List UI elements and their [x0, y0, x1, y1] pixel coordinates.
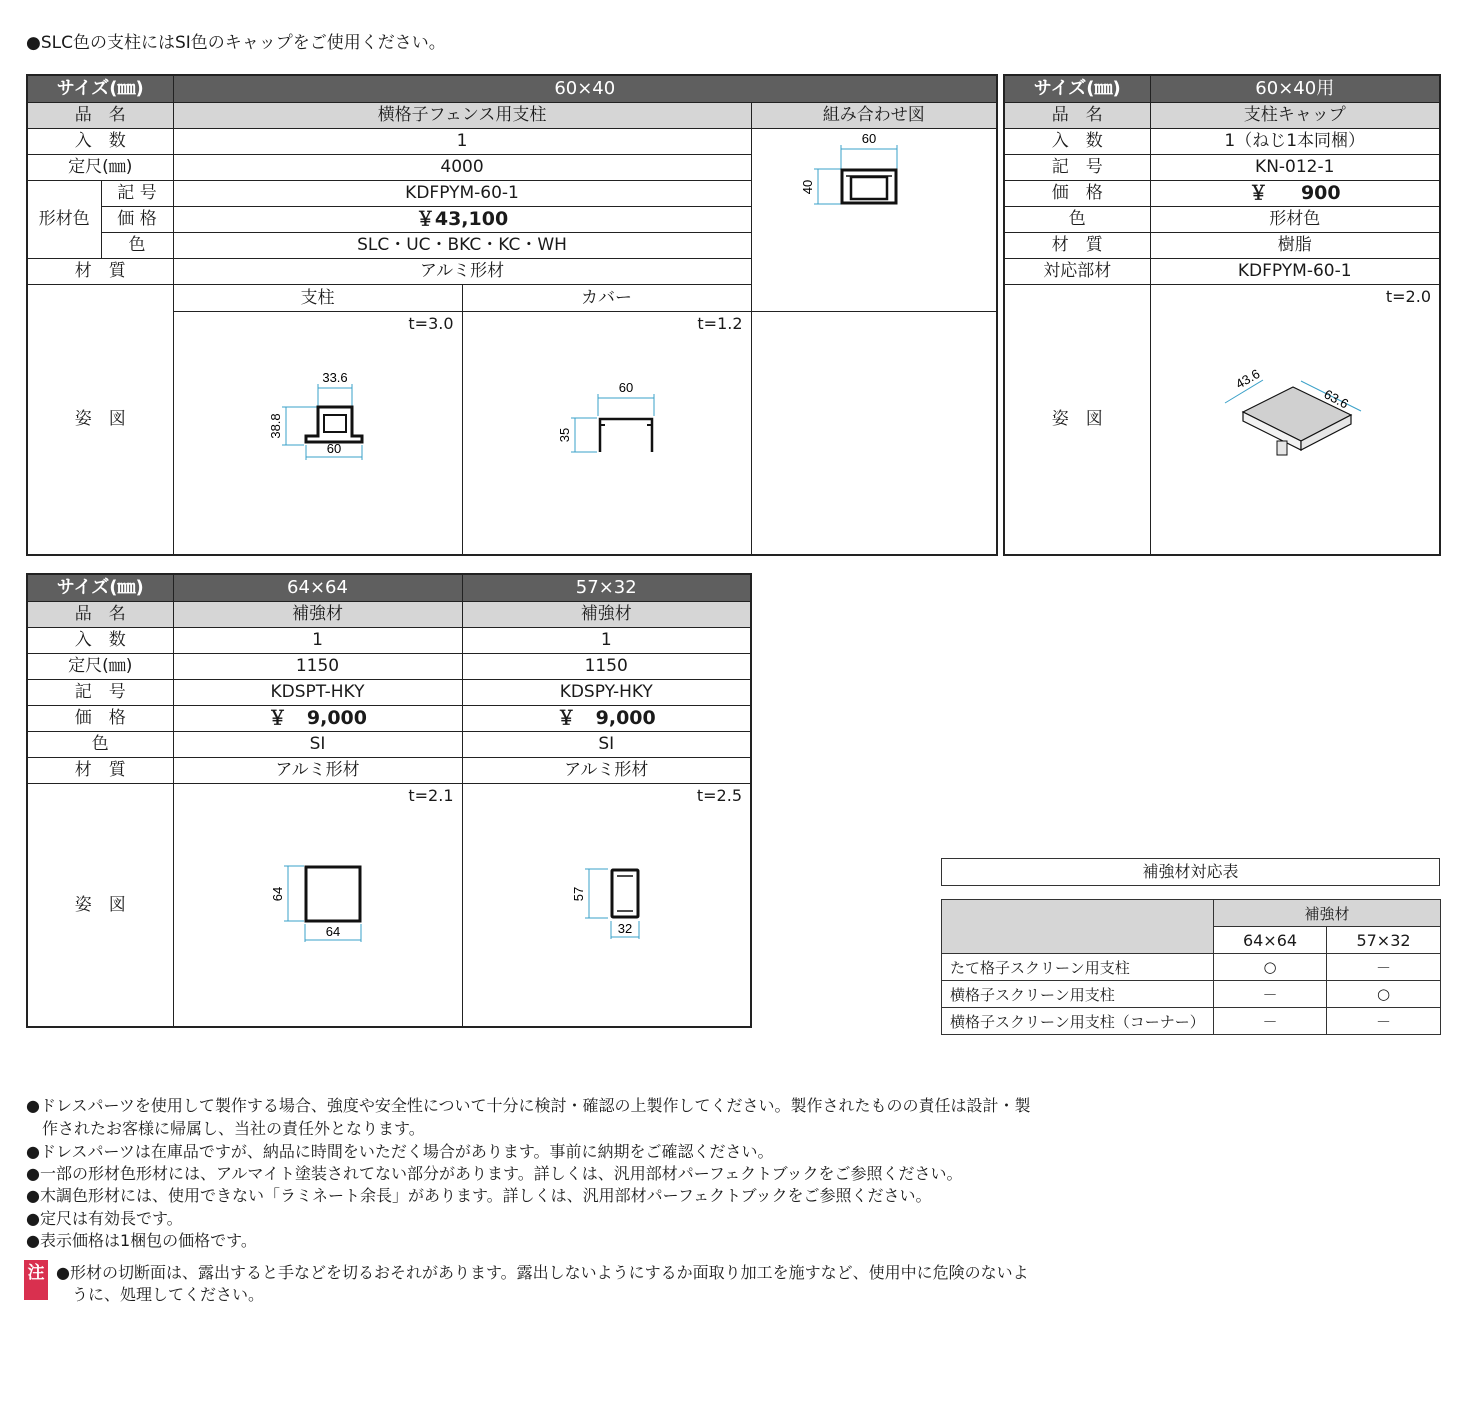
assembly-label: 組み合わせ図	[751, 103, 997, 129]
rf-price-a-amount: 9,000	[306, 707, 367, 729]
cap-thickness: t=2.0	[1385, 287, 1431, 306]
rf-figure-a-cell	[173, 784, 462, 1028]
cap-name-label: 品 名	[1004, 103, 1150, 129]
color-value: SLC・UC・BKC・KC・WH	[173, 233, 751, 259]
material-label: 材 質	[27, 259, 173, 285]
compat-table	[941, 899, 1441, 1035]
rf-size-b: 57×32	[462, 574, 751, 602]
cap-part: KDFPYM-60-1	[1150, 259, 1440, 285]
cover-figure-cell	[462, 312, 751, 556]
cap-figure-label: 姿 図	[1004, 285, 1150, 556]
rf-material-label: 材 質	[27, 758, 173, 784]
compat-row-label: 横格子スクリーン用支柱	[942, 981, 1214, 1008]
price-label: 価 格	[101, 207, 173, 233]
rf-size-a: 64×64	[173, 574, 462, 602]
cap-dim-b: 63.6	[1321, 386, 1351, 412]
assembly-figure-cell	[751, 129, 997, 312]
rf-figure-a	[174, 784, 463, 1026]
cap-price-label: 価 格	[1004, 181, 1150, 207]
post-thickness: t=3.0	[408, 314, 454, 333]
compat-group-header: 補強材	[1214, 900, 1441, 927]
post-dim-top: 33.6	[321, 370, 348, 385]
color-label: 色	[101, 233, 173, 259]
post-dim-bottom: 60	[326, 441, 341, 456]
rf-figure-b-cell	[462, 784, 751, 1028]
rf-price-b-yen: ￥	[556, 707, 576, 729]
cap-material: 樹脂	[1150, 233, 1440, 259]
spec-table-cap	[1003, 74, 1441, 556]
rf-code-a: KDSPT-HKY	[173, 680, 462, 706]
cap-price	[1150, 181, 1440, 207]
rf-color-b: SI	[462, 732, 751, 758]
cap-code-label: 記 号	[1004, 155, 1150, 181]
cover-dim-side: 35	[556, 427, 572, 443]
rf-price-b-amount: 9,000	[595, 707, 656, 729]
cap-color-label: 色	[1004, 207, 1150, 233]
cap-figure	[1151, 285, 1441, 554]
rf-size-label: サイズ(㎜)	[27, 574, 173, 602]
rf-price-label: 価 格	[27, 706, 173, 732]
rf-b-dim-bottom: 32	[617, 921, 632, 936]
length-value: 4000	[173, 155, 751, 181]
cap-price-yen: ￥	[1248, 182, 1268, 204]
cap-part-label: 対応部材	[1004, 259, 1150, 285]
rf-figure-label: 姿 図	[27, 784, 173, 1028]
post-sub-label: 支柱	[173, 285, 462, 312]
size-value: 60×40	[173, 75, 997, 103]
cap-qty: 1（ねじ1本同梱）	[1150, 129, 1440, 155]
cap-material-label: 材 質	[1004, 233, 1150, 259]
rf-a-dim-side: 64	[269, 886, 285, 902]
caution-line: うに、処理してください。	[56, 1285, 265, 1304]
rf-qty-b: 1	[462, 628, 751, 654]
rf-figure-b	[463, 784, 752, 1026]
rf-name-b: 補強材	[462, 602, 751, 628]
cover-profile-figure	[463, 312, 752, 554]
code-value: KDFPYM-60-1	[173, 181, 751, 207]
note-line: ●表示価格は1梱包の価格です。	[26, 1231, 257, 1250]
compat-cell: －	[1214, 1008, 1327, 1035]
rf-material-a: アルミ形材	[173, 758, 462, 784]
post-dim-side: 38.8	[267, 413, 283, 439]
compat-title: 補強材対応表	[941, 858, 1440, 886]
rf-color-a: SI	[173, 732, 462, 758]
rf-thickness-a: t=2.1	[408, 786, 454, 805]
rf-length-label: 定尺(㎜)	[27, 654, 173, 680]
cover-sub-label: カバー	[462, 285, 751, 312]
rf-a-dim-bottom: 64	[325, 924, 340, 939]
cap-code: KN-012-1	[1150, 155, 1440, 181]
cap-name: 支柱キャップ	[1150, 103, 1440, 129]
note-line: ●ドレスパーツは在庫品ですが、納品に時間をいただく場合があります。事前に納期をご確認ください。	[26, 1142, 774, 1161]
spec-table-reinforcement	[26, 573, 752, 1028]
post-figure-cell	[173, 312, 462, 556]
rf-name-a: 補強材	[173, 602, 462, 628]
note-line: ●ドレスパーツを使用して製作する場合、強度や安全性について十分に検討・確認の上製作してください。製作されたものの責任は設計・製	[26, 1096, 1031, 1115]
rf-qty-a: 1	[173, 628, 462, 654]
spec-table-post	[26, 74, 998, 556]
compat-col-a: 64×64	[1214, 927, 1327, 954]
compat-cell: ○	[1327, 981, 1441, 1008]
caution-line: ●形材の切断面は、露出すると手などを切るおそれがあります。露出しないようにするか面取り加工を施すなど、使用中に危険のないよ	[56, 1263, 1029, 1282]
figure-label: 姿 図	[27, 285, 173, 556]
rf-name-label: 品 名	[27, 602, 173, 628]
assembly-dim-side: 40	[799, 179, 815, 195]
compat-corner	[942, 900, 1214, 954]
rf-price-b	[462, 706, 751, 732]
compat-cell: －	[1327, 1008, 1441, 1035]
code-label: 記 号	[101, 181, 173, 207]
compat-row-label: 横格子スクリーン用支柱（コーナー）	[942, 1008, 1214, 1035]
rf-price-a	[173, 706, 462, 732]
cover-dim-top: 60	[618, 380, 633, 395]
caution-badge: 注	[24, 1260, 48, 1300]
compat-cell: －	[1214, 981, 1327, 1008]
rf-code-b: KDSPY-HKY	[462, 680, 751, 706]
rf-color-label: 色	[27, 732, 173, 758]
name-label: 品 名	[27, 103, 173, 129]
price-value: ￥43,100	[173, 207, 751, 233]
assembly-dim-top: 60	[861, 131, 876, 146]
post-profile-figure	[174, 312, 463, 554]
rf-code-label: 記 号	[27, 680, 173, 706]
cap-size-label: サイズ(㎜)	[1004, 75, 1150, 103]
note-line: ●定尺は有効長です。	[26, 1209, 183, 1228]
product-name: 横格子フェンス用支柱	[173, 103, 751, 129]
rf-length-b: 1150	[462, 654, 751, 680]
material-value: アルミ形材	[173, 259, 751, 285]
top-note: ●SLC色の支柱にはSI色のキャップをご使用ください。	[26, 33, 446, 53]
compat-col-b: 57×32	[1327, 927, 1441, 954]
cap-size-value: 60×40用	[1150, 75, 1440, 103]
cap-dim-a: 43.6	[1232, 365, 1262, 392]
cap-color: 形材色	[1150, 207, 1440, 233]
finish-label: 形材色	[27, 181, 101, 259]
rf-length-a: 1150	[173, 654, 462, 680]
rf-price-a-yen: ￥	[268, 707, 288, 729]
cap-figure-cell	[1150, 285, 1440, 556]
note-line: ●木調色形材には、使用できない「ラミネート余長」があります。詳しくは、汎用部材パーフェクトブックをご参照ください。	[26, 1186, 932, 1205]
rf-material-b: アルミ形材	[462, 758, 751, 784]
note-line: 作されたお客様に帰属し、当社の責任外となります。	[26, 1119, 425, 1138]
cover-thickness: t=1.2	[697, 314, 743, 333]
qty-label: 入 数	[27, 129, 173, 155]
assembly-figure	[752, 129, 998, 312]
note-line: ●一部の形材色形材には、アルマイト塗装されてない部分があります。詳しくは、汎用部材パーフェクトブックをご参照ください。	[26, 1164, 963, 1183]
compat-row-label: たて格子スクリーン用支柱	[942, 954, 1214, 981]
length-label: 定尺(㎜)	[27, 155, 173, 181]
rf-thickness-b: t=2.5	[696, 786, 742, 805]
cap-qty-label: 入 数	[1004, 129, 1150, 155]
compat-cell: ○	[1214, 954, 1327, 981]
qty-value: 1	[173, 129, 751, 155]
compat-cell: －	[1327, 954, 1441, 981]
rf-qty-label: 入 数	[27, 628, 173, 654]
cap-price-amount: 900	[1300, 182, 1341, 204]
size-label: サイズ(㎜)	[27, 75, 173, 103]
rf-b-dim-side: 57	[570, 886, 586, 902]
